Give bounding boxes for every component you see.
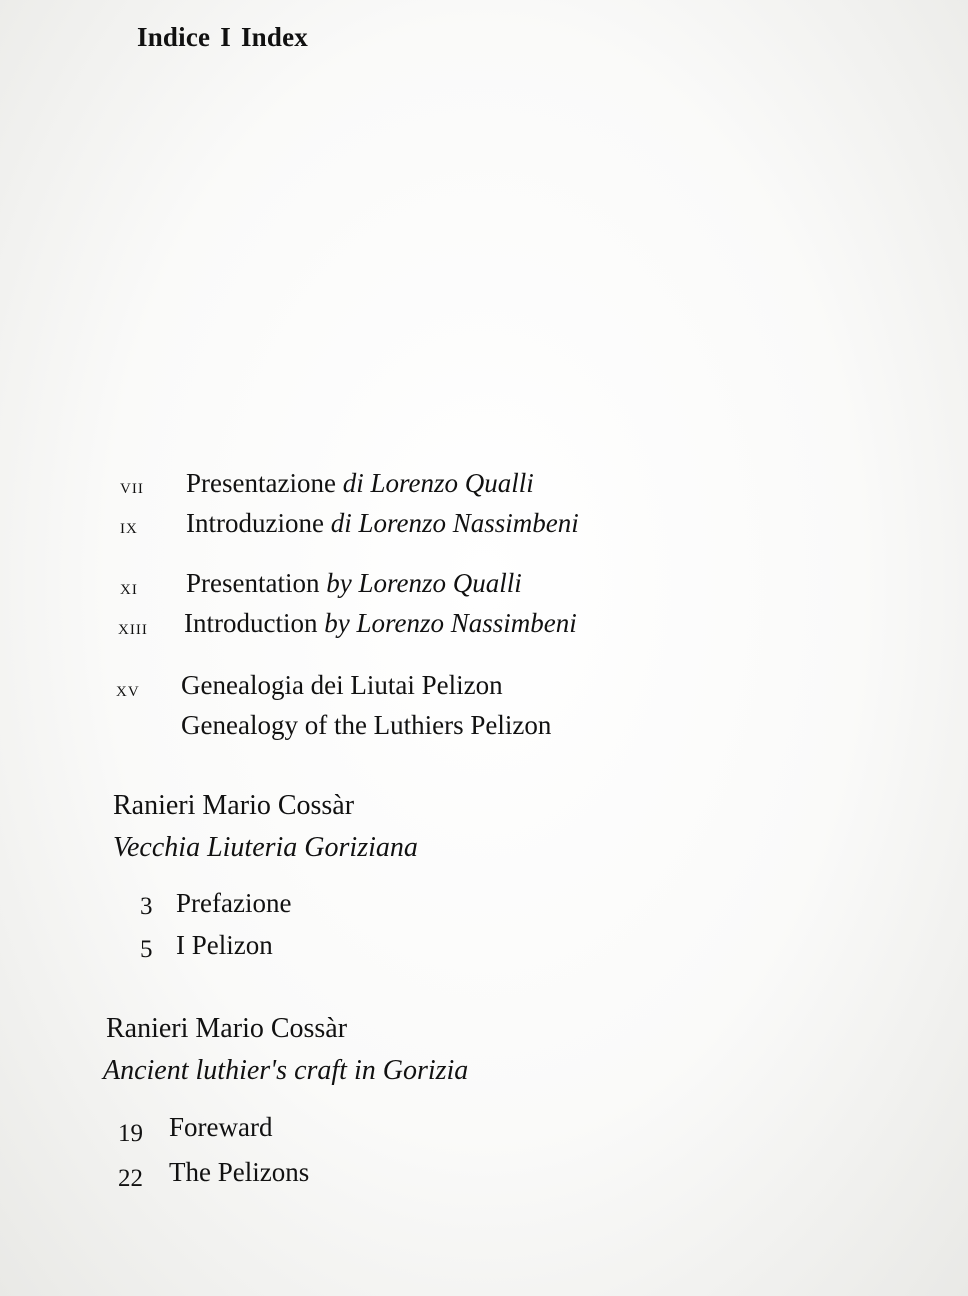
page-title: [137, 22, 308, 53]
toc-entry: [181, 670, 503, 701]
toc-page-number: xv: [116, 677, 140, 701]
section-work-title: Ancient luthier's craft in Gorizia: [103, 1055, 469, 1086]
toc-entry: [186, 568, 522, 599]
toc-page-number: xi: [120, 575, 138, 599]
toc-entry: [169, 1112, 272, 1143]
title-separator: I: [220, 22, 231, 52]
toc-page-number: 5: [140, 936, 153, 963]
toc-page-number: xiii: [118, 615, 148, 639]
toc-entry-title: I Pelizon: [176, 930, 273, 960]
toc-entry-subtitle: [181, 710, 551, 741]
title-english: Index: [240, 22, 308, 52]
title-italian: Indice: [137, 22, 211, 52]
toc-entry: [176, 888, 291, 919]
toc-entry-author: di Lorenzo Qualli: [342, 468, 534, 498]
toc-entry-author: di Lorenzo Nassimbeni: [330, 508, 579, 538]
toc-entry-title: Prefazione: [176, 888, 292, 918]
toc-entry: [184, 608, 577, 639]
toc-entry-title: Foreward: [169, 1112, 273, 1142]
toc-entry-title: Introduction: [184, 608, 318, 638]
toc-entry-title: Introduzione: [186, 508, 324, 538]
toc-entry: [176, 930, 273, 961]
toc-entry-author: by Lorenzo Nassimbeni: [324, 608, 577, 638]
toc-entry: [169, 1157, 309, 1188]
toc-page-number: vii: [120, 474, 144, 498]
section-author: Ranieri Mario Cossàr: [113, 790, 355, 821]
toc-page-number: ix: [120, 514, 138, 538]
section-work-title: Vecchia Liuteria Goriziana: [113, 832, 418, 863]
toc-entry: [186, 508, 579, 539]
toc-entry: [186, 468, 534, 499]
toc-page-number: 22: [118, 1165, 143, 1192]
toc-entry-title: Presentation: [186, 568, 320, 598]
toc-page-number: 19: [118, 1120, 143, 1147]
section-author: Ranieri Mario Cossàr: [106, 1013, 348, 1044]
toc-entry-author: by Lorenzo Qualli: [326, 568, 522, 598]
toc-entry-title: The Pelizons: [169, 1157, 310, 1187]
toc-page-number: 3: [140, 893, 153, 920]
toc-entry-title: Genealogia dei Liutai Pelizon: [181, 670, 503, 700]
toc-entry-title: Presentazione: [186, 468, 336, 498]
toc-entry-title: Genealogy of the Luthiers Pelizon: [181, 710, 552, 740]
